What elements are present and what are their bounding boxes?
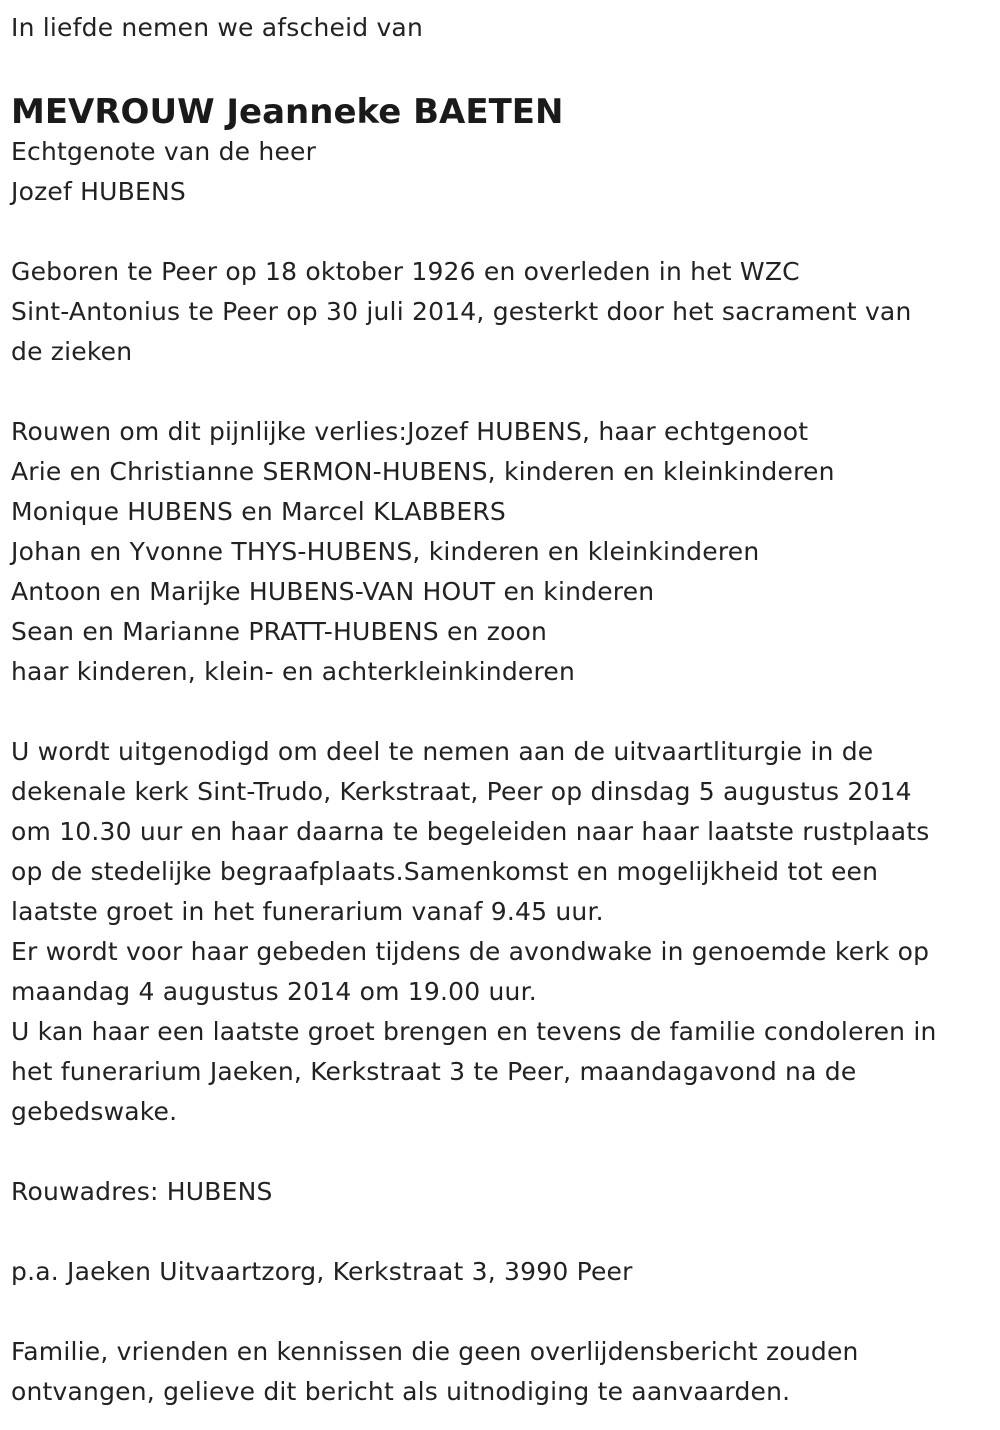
intro-text: In liefde nemen we afscheid van: [11, 13, 423, 42]
funeral-line: maandag 4 augustus 2014 om 19.00 uur.: [11, 977, 537, 1006]
birth-death-line: Sint-Antonius te Peer op 30 juli 2014, gesterkt door het sacrament van: [11, 297, 912, 326]
funeral-details-block: [11, 732, 990, 1132]
birth-death-block: [11, 252, 990, 372]
funeral-line: op de stedelijke begraafplaats.Samenkomst en mogelijkheid tot een: [11, 857, 879, 886]
funeral-line: het funerarium Jaeken, Kerkstraat 3 te Peer, maandagavond na de: [11, 1057, 857, 1086]
spouse-block: [11, 132, 990, 212]
closing-block: [11, 1332, 990, 1412]
mourners-line: Antoon en Marijke HUBENS-VAN HOUT en kinderen: [11, 577, 655, 606]
mourners-block: [11, 412, 990, 692]
spacer: [11, 212, 990, 252]
funeral-line: gebedswake.: [11, 1097, 178, 1126]
spacer: [11, 1292, 990, 1332]
closing-line: ontvangen, gelieve dit bericht als uitnodiging te aanvaarden.: [11, 1377, 791, 1406]
spacer: [11, 372, 990, 412]
spacer: [11, 1212, 990, 1252]
mourners-line: haar kinderen, klein- en achterkleinkinderen: [11, 657, 576, 686]
mourners-line: Rouwen om dit pijnlijke verlies:Jozef HUBENS, haar echtgenoot: [11, 417, 809, 446]
mourners-line: Arie en Christianne SERMON-HUBENS, kinderen en kleinkinderen: [11, 457, 835, 486]
funeral-line: om 10.30 uur en haar daarna te begeleiden naar haar laatste rustplaats: [11, 817, 930, 846]
mourning-address: Rouwadres: HUBENS: [11, 1177, 273, 1206]
spouse-line: Echtgenote van de heer: [11, 137, 317, 166]
care-of-address: p.a. Jaeken Uitvaartzorg, Kerkstraat 3, 3990 Peer: [11, 1257, 633, 1286]
spacer: [11, 692, 990, 732]
spouse-line: Jozef HUBENS: [11, 177, 186, 206]
funeral-line: U kan haar een laatste groet brengen en tevens de familie condoleren in: [11, 1017, 937, 1046]
mourners-line: Monique HUBENS en Marcel KLABBERS: [11, 497, 507, 526]
deceased-name: MEVROUW Jeanneke BAETEN: [11, 92, 564, 132]
funeral-line: U wordt uitgenodigd om deel te nemen aan de uitvaartliturgie in de: [11, 737, 874, 766]
funeral-line: laatste groet in het funerarium vanaf 9.45 uur.: [11, 897, 604, 926]
birth-death-line: de zieken: [11, 337, 133, 366]
mourners-line: Johan en Yvonne THYS-HUBENS, kinderen en kleinkinderen: [11, 537, 760, 566]
funeral-line: dekenale kerk Sint-Trudo, Kerkstraat, Peer op dinsdag 5 augustus 2014: [11, 777, 912, 806]
spacer: [11, 1132, 990, 1172]
funeral-line: Er wordt voor haar gebeden tijdens de avondwake in genoemde kerk op: [11, 937, 930, 966]
birth-death-line: Geboren te Peer op 18 oktober 1926 en overleden in het WZC: [11, 257, 800, 286]
closing-line: Familie, vrienden en kennissen die geen overlijdensbericht zouden: [11, 1337, 859, 1366]
mourners-line: Sean en Marianne PRATT-HUBENS en zoon: [11, 617, 548, 646]
